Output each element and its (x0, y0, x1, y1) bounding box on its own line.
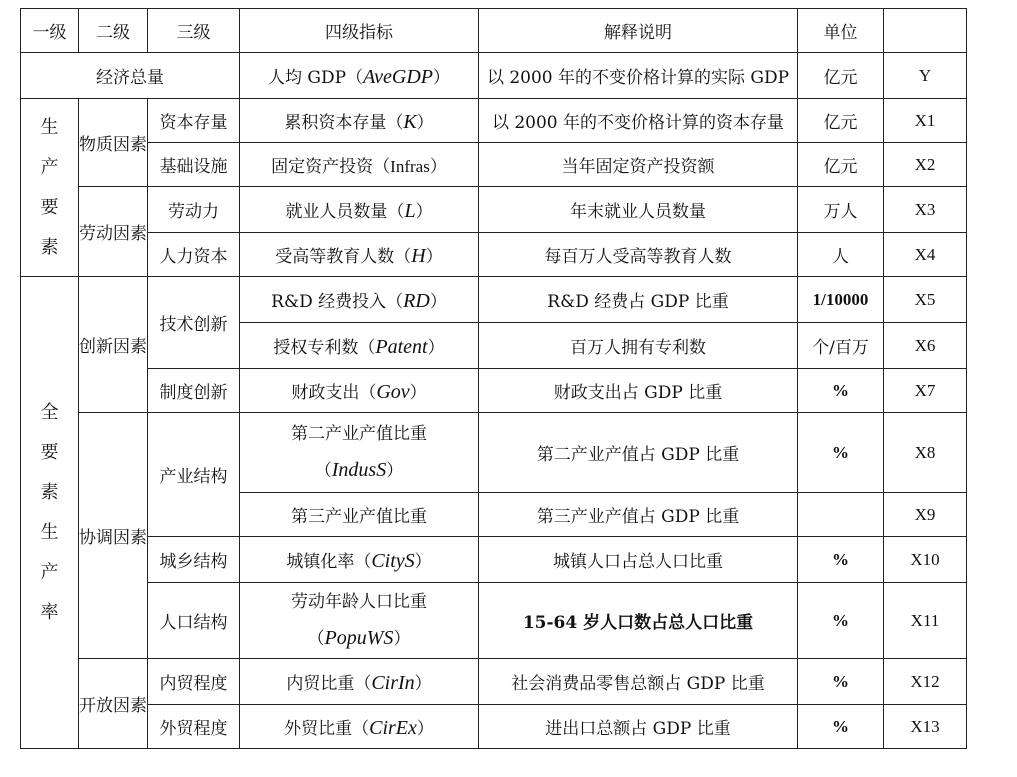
code-cell: X8 (884, 413, 967, 493)
level3-cell: 基础设施 (148, 143, 240, 187)
table-row (21, 659, 967, 705)
total-explanation: 以 2000 年的不变价格计算的实际 GDP (479, 53, 798, 99)
level3-cell: 制度创新 (148, 369, 240, 413)
subgroup-innovation: 创新因素 (79, 277, 148, 413)
vertical-char: 产 (40, 561, 59, 583)
level3-cell: 产业结构 (148, 413, 240, 537)
table-row (21, 537, 967, 583)
group-production-factors (21, 99, 79, 277)
code-cell: X12 (884, 659, 967, 705)
header-level1: 一级 (21, 9, 79, 53)
explanation-cell: 百万人拥有专利数 (479, 323, 798, 369)
explanation-cell: 城镇人口占总人口比重 (479, 537, 798, 583)
table-row (21, 99, 967, 143)
code-cell: X4 (884, 233, 967, 277)
header-level3: 三级 (148, 9, 240, 53)
code-cell: X5 (884, 277, 967, 323)
subgroup-labor: 劳动因素 (79, 187, 148, 277)
table-row (21, 143, 967, 187)
unit-cell: 亿元 (798, 143, 884, 187)
unit-cell: 亿元 (798, 99, 884, 143)
table-row (21, 233, 967, 277)
total-indicator-suffix: ） (433, 67, 451, 88)
subgroup-coordination: 协调因素 (79, 413, 148, 659)
explanation-cell: 每百万人受高等教育人数 (479, 233, 798, 277)
unit-cell: % (798, 537, 884, 583)
code-cell: X1 (884, 99, 967, 143)
indicator-cell: 就业人员数量（L） (240, 187, 479, 233)
unit-cell: 万人 (798, 187, 884, 233)
explanation-cell: 年末就业人员数量 (479, 187, 798, 233)
header-unit: 单位 (798, 9, 884, 53)
level3-cell: 劳动力 (148, 187, 240, 233)
vertical-char: 素 (40, 236, 59, 258)
vertical-char: 产 (40, 156, 59, 178)
vertical-char: 要 (40, 441, 59, 463)
code-cell: X13 (884, 705, 967, 749)
explanation-cell: 财政支出占 GDP 比重 (479, 369, 798, 413)
explanation-cell: R&D 经费占 GDP 比重 (479, 277, 798, 323)
total-indicator-symbol: AveGDP (363, 65, 434, 88)
table-row-total (21, 53, 967, 99)
table-row (21, 583, 967, 659)
indicator-cell: 第三产业产值比重 (240, 493, 479, 537)
total-code: Y (884, 53, 967, 99)
unit-cell: 个/百万 (798, 323, 884, 369)
explanation-cell: 以 2000 年的不变价格计算的资本存量 (479, 99, 798, 143)
unit-cell: % (798, 413, 884, 493)
indicator-table (20, 8, 967, 749)
subgroup-openness: 开放因素 (79, 659, 148, 749)
total-unit: 亿元 (798, 53, 884, 99)
explanation-cell: 第三产业产值占 GDP 比重 (479, 493, 798, 537)
vertical-char: 生 (40, 521, 59, 543)
unit-cell: % (798, 369, 884, 413)
total-name: 经济总量 (21, 53, 240, 99)
code-cell: X6 (884, 323, 967, 369)
vertical-char: 全 (40, 401, 59, 423)
explanation-cell: 第二产业产值占 GDP 比重 (479, 413, 798, 493)
vertical-char: 要 (40, 196, 59, 218)
indicator-cell: R&D 经费投入（RD） (240, 277, 479, 323)
indicator-cell: 外贸比重（CirEx） (240, 705, 479, 749)
table-row (21, 705, 967, 749)
indicator-cell: 固定资产投资（Infras） (240, 143, 479, 187)
group-tfp (21, 277, 79, 749)
level3-cell: 人口结构 (148, 583, 240, 659)
vertical-char: 生 (40, 116, 59, 138)
header-level2: 二级 (79, 9, 148, 53)
header-level4: 四级指标 (240, 9, 479, 53)
indicator-cell: 城镇化率（CityS） (240, 537, 479, 583)
table-row (21, 187, 967, 233)
vertical-char: 素 (40, 481, 59, 503)
indicator-cell: 财政支出（Gov） (240, 369, 479, 413)
level3-cell: 资本存量 (148, 99, 240, 143)
header-code (884, 9, 967, 53)
code-cell: X7 (884, 369, 967, 413)
code-cell: X10 (884, 537, 967, 583)
unit-cell: % (798, 583, 884, 659)
explanation-cell: 社会消费品零售总额占 GDP 比重 (479, 659, 798, 705)
code-cell: X3 (884, 187, 967, 233)
indicator-cell: 第二产业产值比重 （IndusS） (240, 413, 479, 493)
unit-cell: 人 (798, 233, 884, 277)
unit-cell: % (798, 705, 884, 749)
indicator-cell: 受高等教育人数（H） (240, 233, 479, 277)
level3-cell: 技术创新 (148, 277, 240, 369)
explanation-cell: 进出口总额占 GDP 比重 (479, 705, 798, 749)
unit-cell: % (798, 659, 884, 705)
table-row (21, 369, 967, 413)
unit-cell (798, 493, 884, 537)
table-row (21, 277, 967, 323)
indicator-cell: 累积资本存量（K） (240, 99, 479, 143)
unit-cell: 1/10000 (798, 277, 884, 323)
code-cell: X2 (884, 143, 967, 187)
indicator-cell: 劳动年龄人口比重 （PopuWS） (240, 583, 479, 659)
total-indicator-label: 人均 GDP（ (267, 67, 364, 88)
header-explanation: 解释说明 (479, 9, 798, 53)
vertical-char: 率 (40, 601, 59, 623)
level3-cell: 人力资本 (148, 233, 240, 277)
level3-cell: 内贸程度 (148, 659, 240, 705)
subgroup-physical: 物质因素 (79, 99, 148, 187)
indicator-cell: 授权专利数（Patent） (240, 323, 479, 369)
code-cell: X9 (884, 493, 967, 537)
level3-cell: 城乡结构 (148, 537, 240, 583)
code-cell: X11 (884, 583, 967, 659)
explanation-cell: 15-64 岁人口数占总人口比重 (479, 583, 798, 659)
header-row (21, 9, 967, 53)
indicator-cell: 内贸比重（CirIn） (240, 659, 479, 705)
total-indicator (240, 53, 479, 99)
explanation-cell: 当年固定资产投资额 (479, 143, 798, 187)
table-row (21, 413, 967, 493)
level3-cell: 外贸程度 (148, 705, 240, 749)
